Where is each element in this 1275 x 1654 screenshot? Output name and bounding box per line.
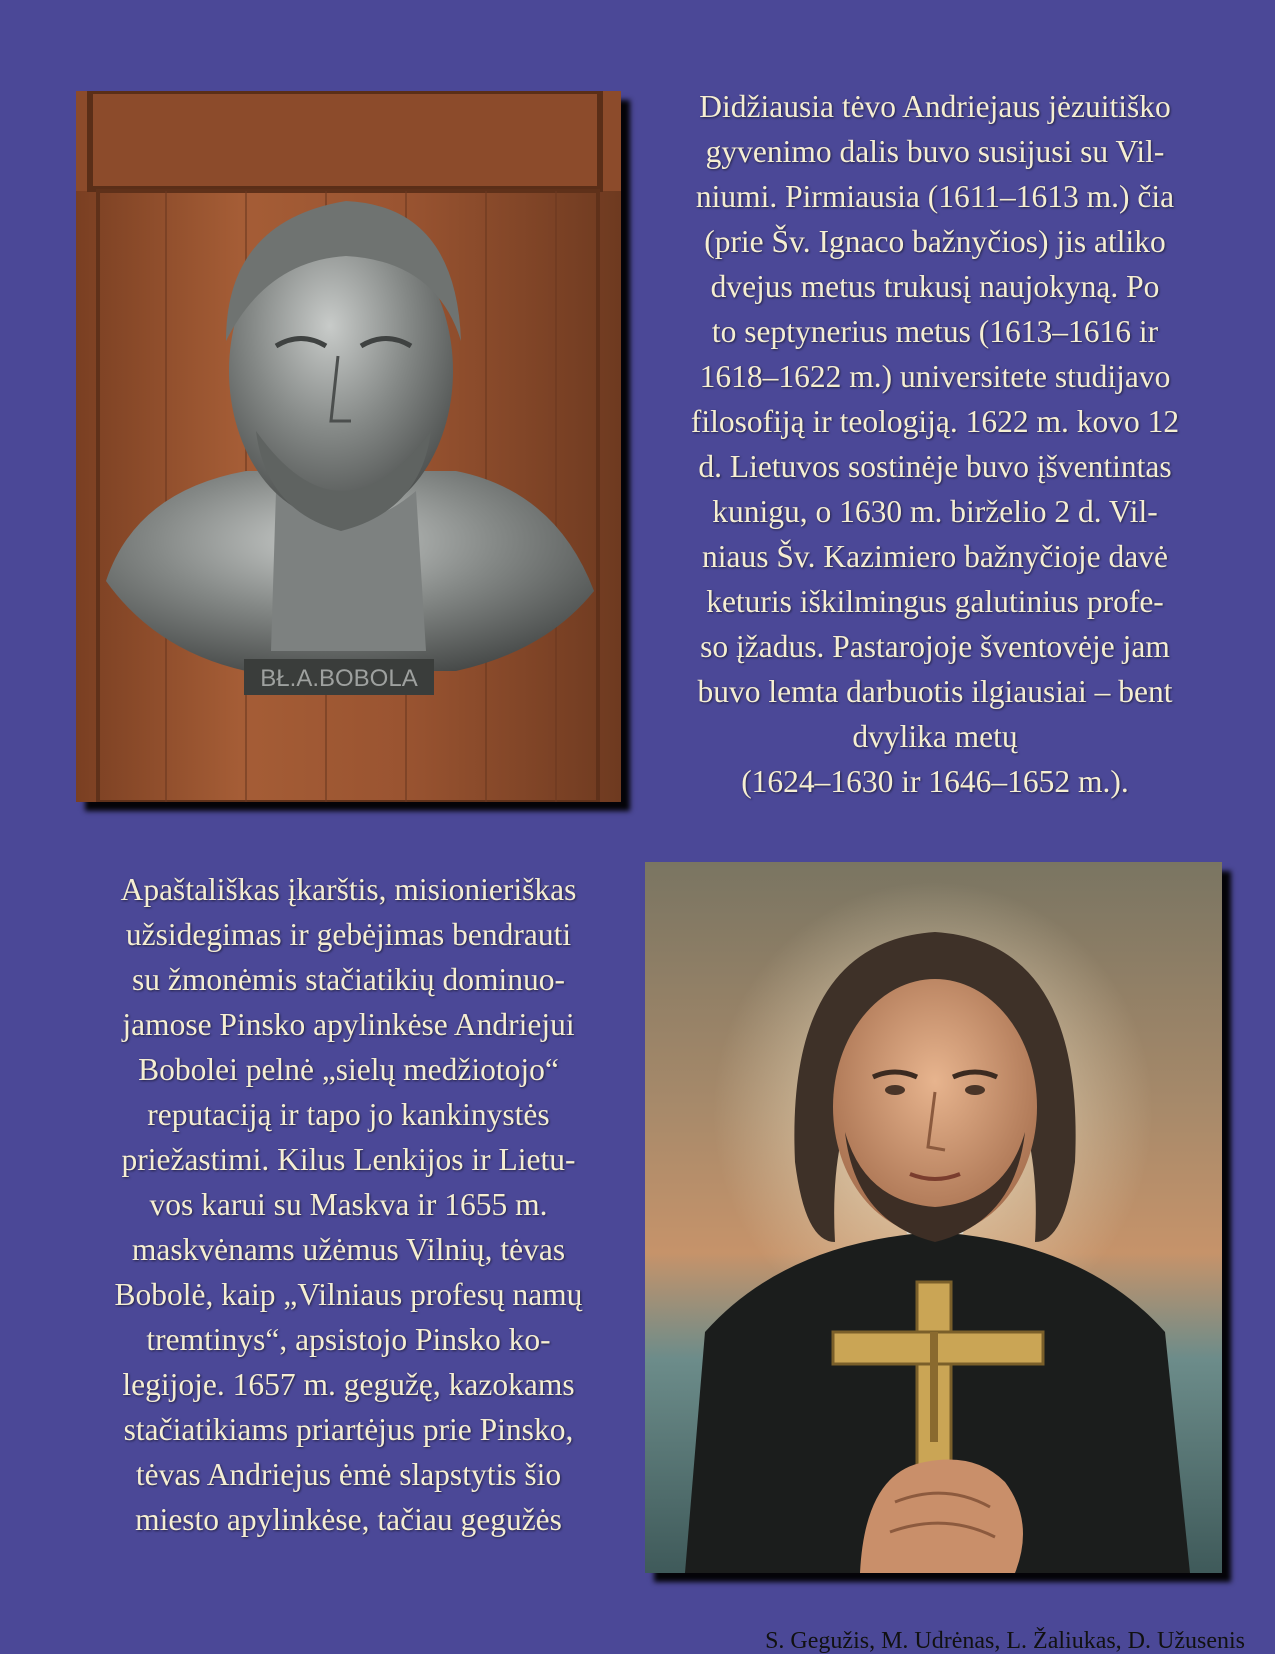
portrait-image [645,862,1222,1573]
bust-image [76,91,621,802]
paragraph-top: Didžiausia tėvo Andriejaus jėzuitiško gyvenimo dalis buvo susijusi su Vil- niumi. Pirmiausia (1611–1613 m.) čia (prie Šv. Ignaco bažnyčios) jis atliko dvejus metus trukusį naujokyną. Po to septynerius metus (1613–1616 ir 1618–1622 m.) universitete studijavo filosofiją ir teologiją. 1622 m. kovo 12 d. Lietuvos sostinėje buvo įšventintas kunigu, o 1630 m. birželio 2 d. Vil- niaus Šv. Kazimiero bažnyčioje davė keturis iškilmingus galutinius profe- so įžadus. Pastarojoje šventovėje jam buvo lemta darbuotis ilgiausiai – bent dvylika metų (1624–1630 ir 1646–1652 m.). [690,89,1180,799]
bust-photo [76,91,621,802]
paragraph-bottom: Apaštališkas įkarštis, misionieriškas užsidegimas ir gebėjimas bendrauti su žmonėmis stačiatikių dominuo- jamose Pinsko apylinkėse Andriejui Bobolei pelnė „sielų medžiotojo“ reputaciją ir tapo jo kankinystės priežastimi. Kilus Lenkijos ir Lietu- vos karui su Maskva ir 1655 m. maskvėnams užėmus Vilnių, tėvas Bobolė, kaip „Vilniaus profesų namų tremtinys“, apsistojo Pinsko ko- legijoje. 1657 m. gegužę, kazokams stačiatikiams priartėjus prie Pinsko, tėvas Andriejus ėmė slapstytis šio miesto apylinkėse, tačiau gegužės [114,872,583,1537]
bust-plaque-text: BŁ.A.BOBOLA [260,665,418,692]
portrait-painting [645,862,1222,1573]
footer-authors: S. Gegužis, M. Udrėnas, L. Žaliukas, D. Užusenis [765,1628,1245,1654]
